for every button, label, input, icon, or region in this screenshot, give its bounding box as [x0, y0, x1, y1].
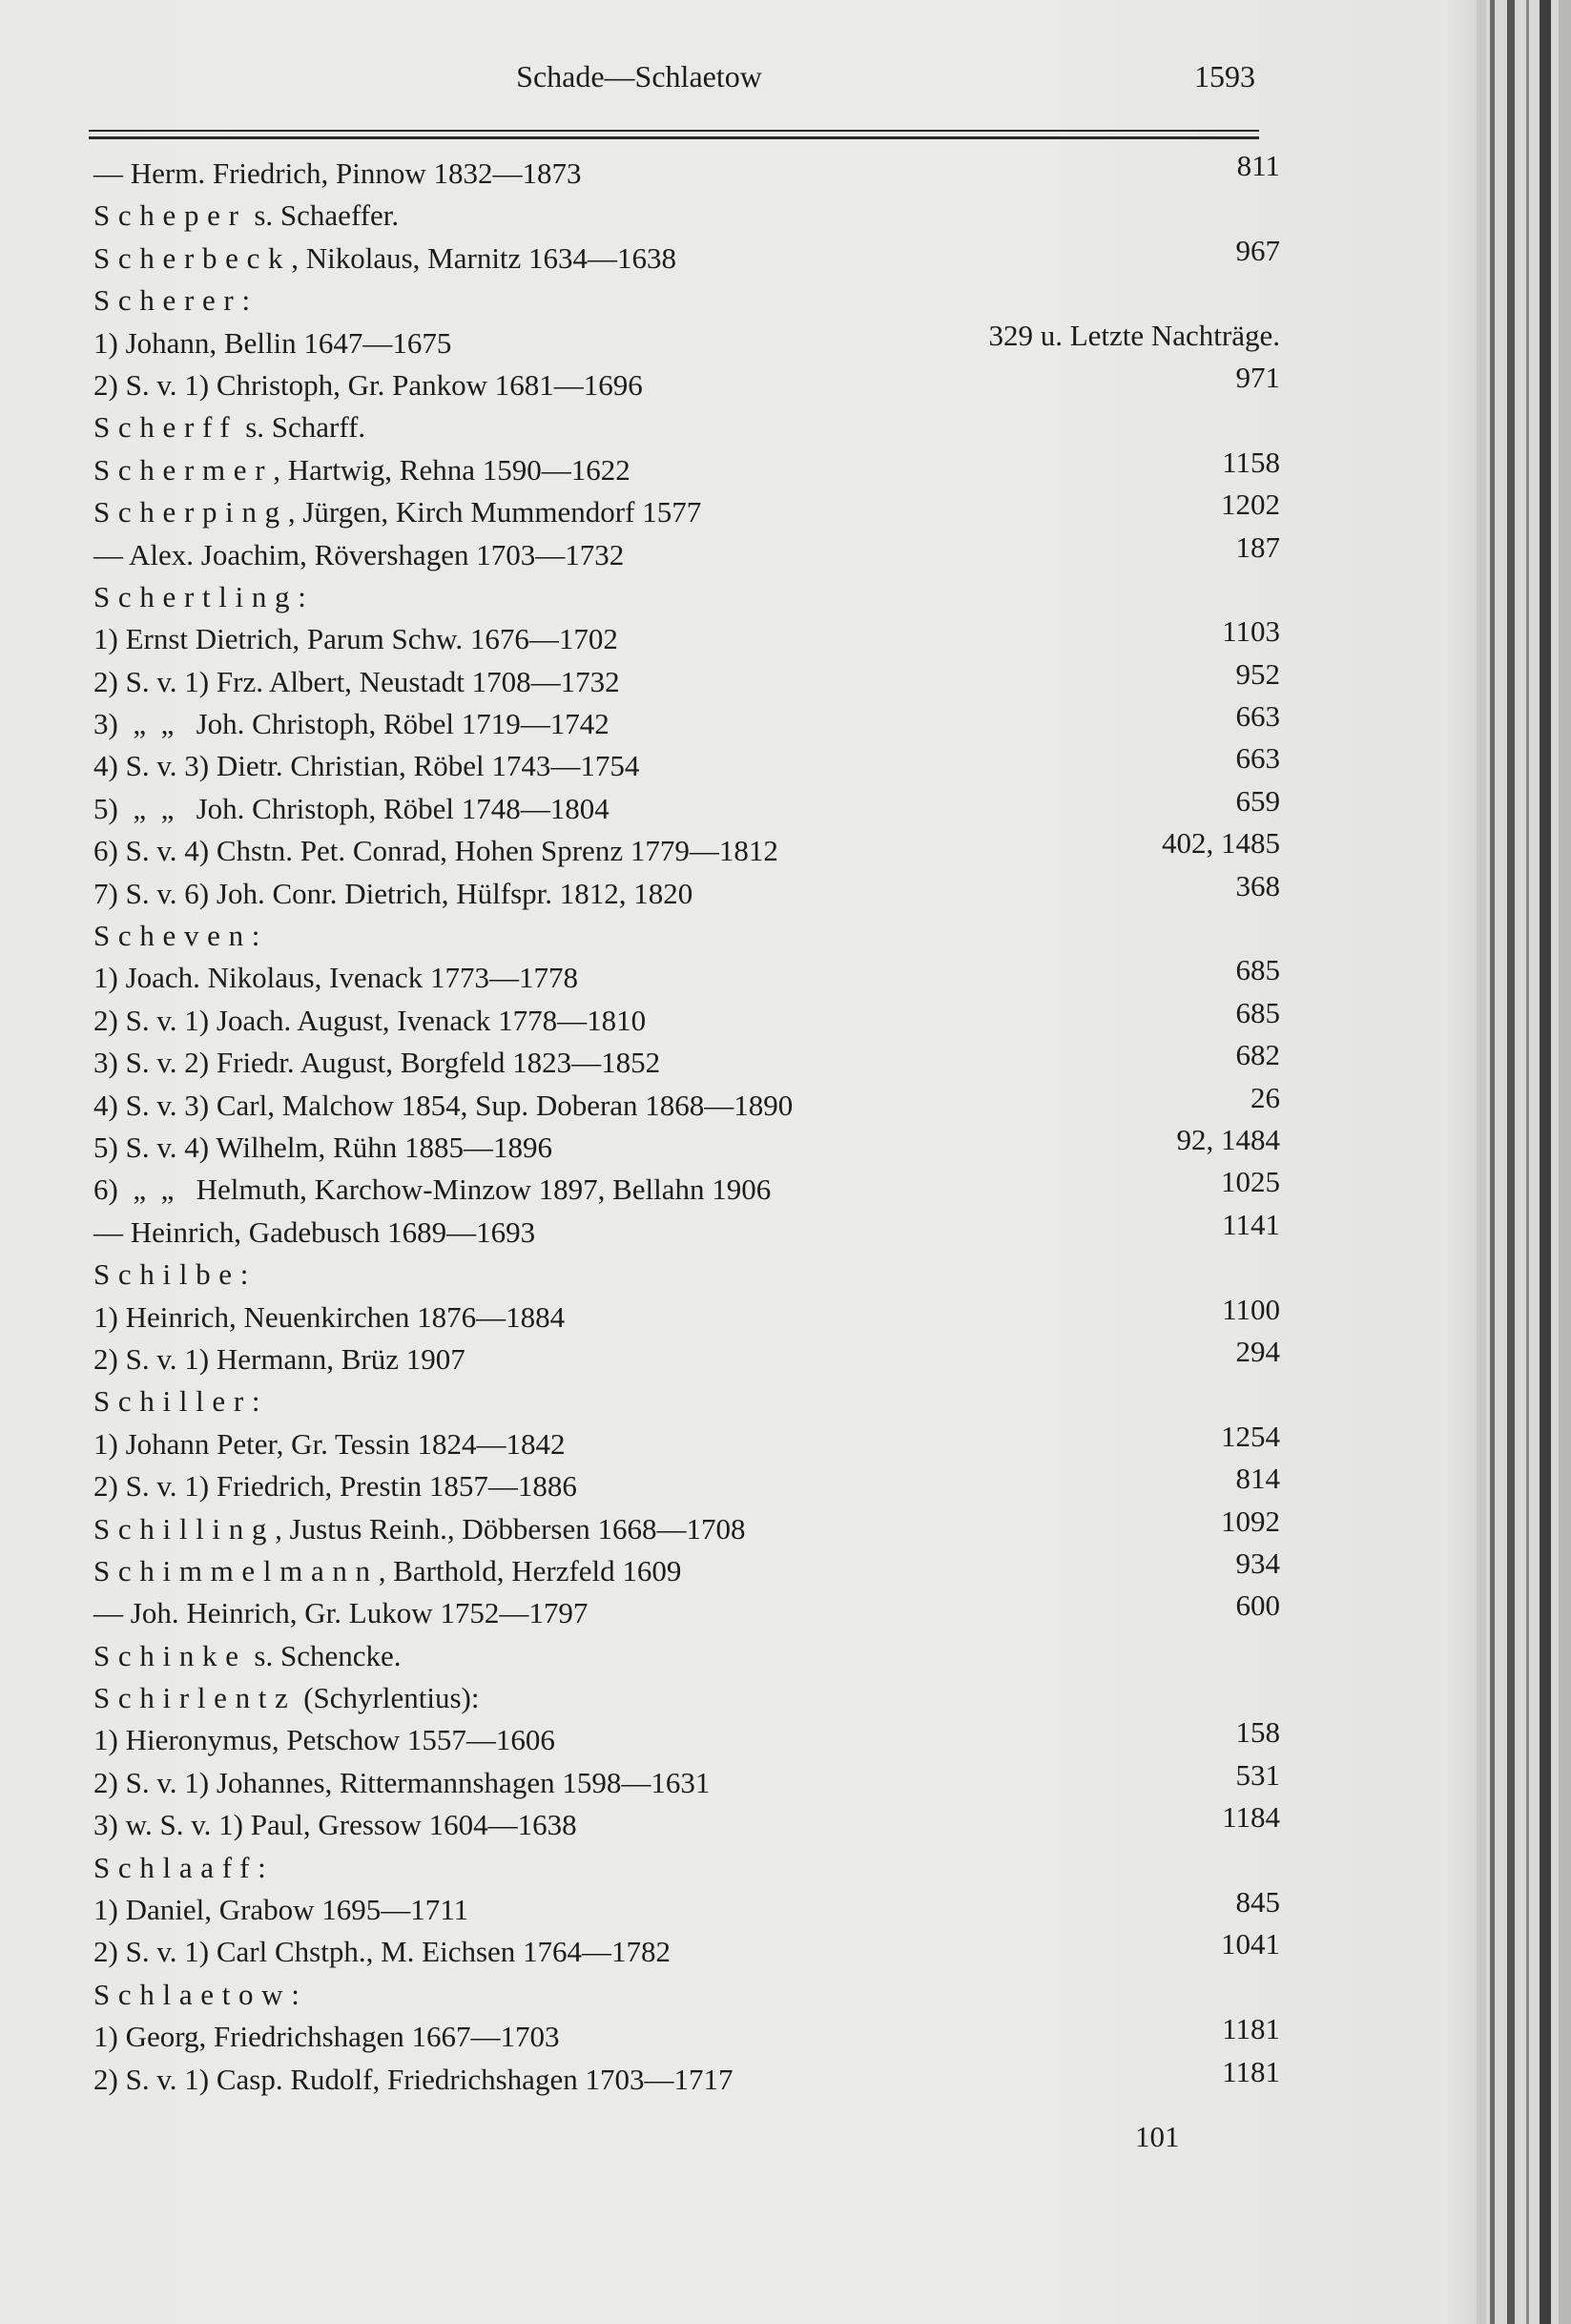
- entry-text: 1) Johann, Bellin 1647—1675: [93, 325, 452, 360]
- entry-text: 1) Ernst Dietrich, Parum Schw. 1676—1702: [93, 622, 618, 656]
- page-reference: 934: [1235, 1546, 1280, 1580]
- surname: Scheven: [93, 919, 252, 953]
- index-entry: [93, 1715, 1280, 1761]
- index-entry-surname: [93, 1254, 1280, 1296]
- index-entry: [93, 1927, 1280, 1973]
- page-edge-line: [1540, 0, 1551, 2324]
- index-entry-surname: [93, 406, 1280, 448]
- index-entry: [93, 318, 1280, 364]
- entry-text: , Justus Reinh., Döbbersen 1668—1708: [275, 1511, 746, 1546]
- index-entry-surname: [93, 233, 1280, 280]
- entry-text: 2) S. v. 1) Frz. Albert, Neustadt 1708—1732: [93, 664, 620, 698]
- surname: Schimmelmann: [93, 1553, 379, 1587]
- surname: Scherbeck: [93, 240, 292, 275]
- page-reference: 1025: [1221, 1165, 1280, 1199]
- surname: Schilling: [93, 1511, 276, 1546]
- index-entry-surname: [93, 576, 1280, 618]
- entry-text: :: [251, 919, 260, 953]
- page-reference: 1158: [1222, 445, 1280, 479]
- index-entry: [93, 1292, 1280, 1338]
- page-reference: 1254: [1221, 1419, 1280, 1453]
- page-reference: 659: [1235, 783, 1280, 818]
- page-reference: 1181: [1222, 2012, 1280, 2046]
- surname: Schertling: [93, 579, 299, 613]
- entry-text: 3) „ „ Joh. Christoph, Röbel 1719—1742: [93, 707, 610, 741]
- entry-text: — Heinrich, Gadebusch 1689—1693: [93, 1214, 536, 1249]
- page-reference: 294: [1235, 1334, 1280, 1368]
- page-reference: 814: [1235, 1462, 1280, 1496]
- header-rule-thick: [89, 136, 1259, 139]
- entry-text: , Jürgen, Kirch Mummendorf 1577: [287, 495, 702, 529]
- index-entry-surname: [93, 915, 1280, 957]
- index-entry: [93, 1419, 1280, 1465]
- page-reference: 92, 1484: [1176, 1122, 1280, 1156]
- page-reference: 682: [1235, 1038, 1280, 1072]
- page-reference: 187: [1235, 529, 1280, 564]
- entry-text: 2) S. v. 1) Friedrich, Prestin 1857—1886: [93, 1469, 577, 1504]
- entry-text: 4) S. v. 3) Dietr. Christian, Röbel 1743—1754: [93, 749, 640, 783]
- index-entry: [93, 783, 1280, 830]
- surname: Scheper: [93, 198, 247, 233]
- entry-text: 1) Hieronymus, Petschow 1557—1606: [93, 1723, 555, 1757]
- index-entry-surname: [93, 195, 1280, 237]
- page-reference: 967: [1235, 233, 1280, 267]
- page-reference: 329 u. Letzte Nachträge.: [988, 318, 1280, 352]
- entry-text: (Schyrlentius):: [296, 1681, 480, 1715]
- page-edge-line: [1526, 0, 1529, 2324]
- surname: Scherping: [93, 495, 288, 529]
- surname: Schirlentz: [93, 1681, 297, 1715]
- entry-text: 2) S. v. 1) Hermann, Brüz 1907: [93, 1341, 465, 1376]
- index-entry: [93, 2054, 1280, 2101]
- entry-text: 4) S. v. 3) Carl, Malchow 1854, Sup. Doberan 1868—1890: [93, 1088, 794, 1122]
- entry-text: 3) S. v. 2) Friedr. August, Borgfeld 1823—1852: [93, 1046, 661, 1080]
- index-entry: [93, 1165, 1280, 1211]
- index-entry: [93, 1462, 1280, 1507]
- surname: Schiller: [93, 1384, 252, 1419]
- entry-text: :: [291, 1977, 300, 2011]
- index-entry-surname: [93, 1546, 1280, 1592]
- index-entry: [93, 1207, 1280, 1254]
- entry-text: 1) Georg, Friedrichshagen 1667—1703: [93, 2020, 560, 2054]
- entry-text: , Hartwig, Rehna 1590—1622: [273, 452, 630, 487]
- index-entry: [93, 360, 1280, 406]
- index-entry: [93, 1038, 1280, 1084]
- entry-text: 1) Daniel, Grabow 1695—1711: [93, 1893, 469, 1927]
- page-reference: 845: [1235, 1885, 1280, 1919]
- entry-text: 1) Joach. Nikolaus, Ivenack 1773—1778: [93, 961, 578, 995]
- entry-text: 5) S. v. 4) Wilhelm, Rühn 1885—1896: [93, 1130, 552, 1164]
- signature-number: 101: [1135, 2120, 1180, 2153]
- page-reference: 1141: [1222, 1207, 1280, 1241]
- entry-text: :: [251, 1384, 260, 1419]
- page-edge-line: [1559, 0, 1571, 2324]
- entry-text: s. Scharff.: [238, 410, 366, 445]
- index-entry: [93, 1588, 1280, 1634]
- index-entries: [93, 149, 1280, 2101]
- page-reference: 663: [1235, 699, 1280, 734]
- entry-text: :: [298, 579, 306, 613]
- header-rule-thin: [89, 130, 1259, 132]
- entry-text: :: [241, 283, 251, 318]
- page-reference: 158: [1235, 1715, 1280, 1750]
- page-reference: 685: [1235, 995, 1280, 1029]
- entry-text: — Herm. Friedrich, Pinnow 1832—1873: [93, 156, 582, 190]
- page-reference: 1202: [1221, 488, 1280, 522]
- entry-text: , Barthold, Herzfeld 1609: [378, 1553, 682, 1587]
- entry-text: 2) S. v. 1) Christoph, Gr. Pankow 1681—1696: [93, 367, 643, 402]
- surname: Schilbe: [93, 1257, 240, 1292]
- index-entry: [93, 741, 1280, 787]
- page-reference: 663: [1235, 741, 1280, 776]
- entry-text: — Joh. Heinrich, Gr. Lukow 1752—1797: [93, 1596, 589, 1630]
- index-entry-surname: [93, 1677, 1280, 1719]
- index-entry: [93, 826, 1280, 872]
- entry-text: 2) S. v. 1) Joach. August, Ivenack 1778—1810: [93, 1003, 647, 1037]
- entry-text: 1) Heinrich, Neuenkirchen 1876—1884: [93, 1299, 566, 1334]
- entry-text: 2) S. v. 1) Carl Chstph., M. Eichsen 1764—1782: [93, 1935, 672, 1969]
- index-entry: [93, 1080, 1280, 1127]
- surname: Schlaetow: [93, 1977, 292, 2011]
- running-head-title: Schade—Schlaetow: [516, 59, 762, 93]
- index-entry: [93, 2012, 1280, 2058]
- page-number: 1593: [1194, 59, 1255, 93]
- index-entry: [93, 614, 1280, 660]
- index-entry: [93, 699, 1280, 745]
- index-entry: [93, 1334, 1280, 1380]
- surname: Schinke: [93, 1638, 247, 1672]
- page-reference: 26: [1251, 1080, 1280, 1114]
- page-reference: 600: [1235, 1588, 1280, 1623]
- page-reference: 1100: [1222, 1292, 1280, 1326]
- index-entry-surname: [93, 1974, 1280, 2016]
- page-reference: 952: [1235, 656, 1280, 691]
- page-edge-shadow: [1477, 0, 1486, 2324]
- page-reference: 1181: [1222, 2054, 1280, 2088]
- entry-text: s. Schaeffer.: [246, 198, 400, 233]
- index-entry: [93, 995, 1280, 1042]
- page-edge-line: [1507, 0, 1515, 2324]
- entry-text: s. Schencke.: [246, 1638, 402, 1672]
- page-reference: 1184: [1222, 1800, 1280, 1835]
- entry-text: 7) S. v. 6) Joh. Conr. Dietrich, Hülfspr. 1812, 1820: [93, 876, 693, 910]
- surname: Schlaaff: [93, 1850, 258, 1884]
- page-reference: 811: [1236, 149, 1280, 182]
- index-entry: [93, 529, 1280, 576]
- entry-text: — Alex. Joachim, Rövershagen 1703—1732: [93, 537, 625, 571]
- entry-text: 3) w. S. v. 1) Paul, Gressow 1604—1638: [93, 1808, 577, 1842]
- index-entry: [93, 149, 1280, 195]
- page-edge-line: [1490, 0, 1495, 2324]
- entry-text: :: [258, 1850, 266, 1884]
- entry-text: :: [239, 1257, 249, 1292]
- index-entry-surname: [93, 1504, 1280, 1550]
- index-entry: [93, 656, 1280, 703]
- entry-text: 5) „ „ Joh. Christoph, Röbel 1748—1804: [93, 791, 610, 825]
- index-entry-surname: [93, 1847, 1280, 1889]
- entry-text: 6) S. v. 4) Chstn. Pet. Conrad, Hohen Sprenz 1779—1812: [93, 834, 778, 868]
- entry-text: 2) S. v. 1) Casp. Rudolf, Friedrichshagen 1703—1717: [93, 2062, 734, 2096]
- index-entry: [93, 868, 1280, 915]
- surname: Schermer: [93, 452, 274, 487]
- index-entry: [93, 1122, 1280, 1169]
- entry-text: , Nikolaus, Marnitz 1634—1638: [291, 240, 677, 275]
- page-reference: 685: [1235, 953, 1280, 987]
- index-entry-surname: [93, 1635, 1280, 1677]
- page-reference: 402, 1485: [1162, 826, 1280, 861]
- page-reference: 1092: [1221, 1504, 1280, 1538]
- page-reference: 971: [1235, 360, 1280, 394]
- index-entry-surname: [93, 445, 1280, 491]
- surname: Scherff: [93, 410, 238, 445]
- index-entry: [93, 1885, 1280, 1931]
- surname: Scherer: [93, 283, 242, 318]
- entry-text: 2) S. v. 1) Johannes, Rittermannshagen 1598—1631: [93, 1765, 711, 1799]
- index-entry: [93, 953, 1280, 999]
- page-reference: 1041: [1221, 1927, 1280, 1961]
- page-reference: 368: [1235, 868, 1280, 903]
- index-entry: [93, 1757, 1280, 1804]
- entry-text: 6) „ „ Helmuth, Karchow-Minzow 1897, Bellahn 1906: [93, 1172, 772, 1207]
- index-entry-surname: [93, 1380, 1280, 1422]
- entry-text: 1) Johann Peter, Gr. Tessin 1824—1842: [93, 1426, 566, 1461]
- page-reference: 531: [1235, 1757, 1280, 1792]
- index-entry: [93, 1800, 1280, 1846]
- index-entry-surname: [93, 488, 1280, 533]
- page-reference: 1103: [1222, 614, 1280, 649]
